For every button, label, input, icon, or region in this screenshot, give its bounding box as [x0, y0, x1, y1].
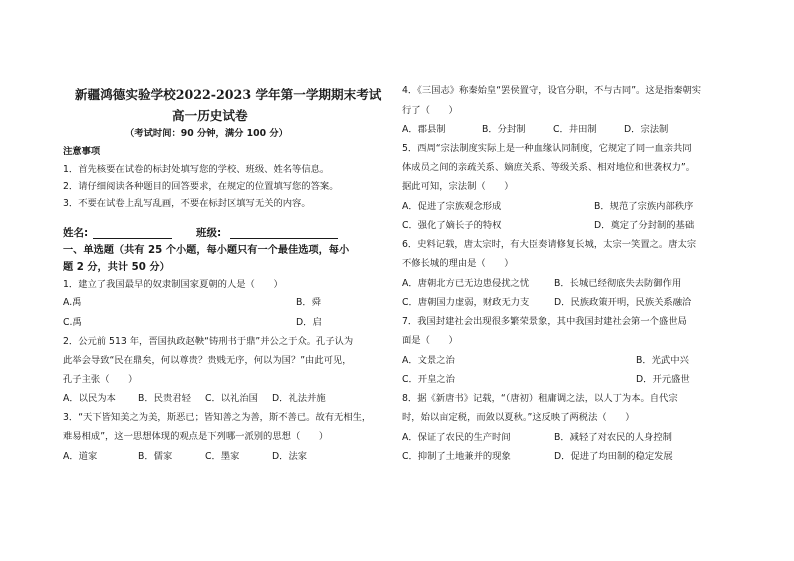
option-d[interactable]: D．民族政策开明，民族关系融洽 [554, 297, 692, 308]
question-4-text: 4．《三国志》称秦始皇“罢侯置守，设官分职，不与古同”。这是指秦朝实 [402, 85, 702, 96]
note-item: 3．不要在试卷上乱写乱画，不要在标封区填写无关的内容。 [63, 198, 311, 209]
option-d[interactable]: D．宗法制 [624, 124, 669, 135]
option-b[interactable]: B．儒家 [138, 451, 173, 462]
option-c[interactable]: C．唐朝国力虚弱，财政无力支 [402, 297, 530, 308]
question-3-text: 难易相成”，这一思想体现的观点是下列哪一派别的思想（ ） [63, 431, 329, 442]
option-d[interactable]: D．奠定了分封制的基础 [594, 220, 695, 231]
note-item: 1．首先核要在试卷的标封处填写您的学校、班级、姓名等信息。 [63, 164, 330, 175]
class-label: 班级: [196, 227, 222, 239]
name-blank[interactable] [93, 227, 172, 239]
option-b[interactable]: B．减轻了对农民的人身控制 [554, 432, 672, 443]
school-title: 新疆鸿德实验学校2022-2023 学年第一学期期末考试 [75, 87, 382, 102]
option-b[interactable]: B．光武中兴 [636, 355, 689, 366]
option-a[interactable]: A．唐朝北方已无边患侵扰之忧 [402, 278, 530, 289]
option-c[interactable]: C．井田制 [553, 124, 597, 135]
section-heading: 题 2 分，共计 50 分） [63, 262, 170, 273]
paper-title: 高一历史试卷 [172, 108, 248, 123]
note-item: 2．请仔细阅读各种题目的回答要求，在规定的位置填写您的答案。 [63, 181, 339, 192]
option-b[interactable]: B．规范了宗族内部秩序 [594, 201, 694, 212]
question-3-text: 3．“天下皆知美之为美，斯恶已；皆知善之为善，斯不善已。故有无相生， [63, 412, 372, 423]
option-c[interactable]: C.禹 [63, 317, 82, 328]
question-7-text: 面是（ ） [402, 335, 458, 346]
question-8-text: 8．据《新唐书》记载，“（唐初）租庸调之法，以人丁为本。自代宗 [402, 393, 678, 404]
option-a[interactable]: A．保证了农民的生产时间 [402, 432, 511, 443]
option-a[interactable]: A．郡县制 [402, 124, 446, 135]
question-2-text: 此举会导致“民在鼎矣，何以尊贵？贵贱无序，何以为国？”由此可见， [63, 355, 352, 366]
option-c[interactable]: C．墨家 [205, 451, 240, 462]
question-6-text: 不修长城的理由是（ ） [402, 258, 514, 269]
option-a[interactable]: A．促进了宗族观念形成 [402, 201, 502, 212]
option-d[interactable]: D．促进了均田制的稳定发展 [554, 451, 673, 462]
question-5-text: 据此可知，宗法制（ ） [402, 181, 514, 192]
option-d[interactable]: D．开元盛世 [636, 374, 690, 385]
option-c[interactable]: C．以礼治国 [205, 393, 258, 404]
question-4-text: 行了（ ） [402, 105, 458, 116]
question-8-text: 时，始以亩定税，而敛以夏秋。”这反映了两税法（ ） [402, 412, 635, 423]
option-a[interactable]: A．文景之治 [402, 355, 455, 366]
option-a[interactable]: A.禹 [63, 297, 82, 308]
option-a[interactable]: A．以民为本 [63, 393, 116, 404]
option-b[interactable]: B．民贵君轻 [138, 393, 191, 404]
question-5-text: 5．西周“宗法制度实际上是一种血缘认同制度，它规定了同一血亲共同 [402, 143, 692, 154]
option-c[interactable]: C．开皇之治 [402, 374, 455, 385]
option-d[interactable]: D．礼法并施 [272, 393, 326, 404]
class-blank[interactable] [230, 227, 338, 239]
option-b[interactable]: B．分封制 [482, 124, 526, 135]
name-label: 姓名: [63, 227, 89, 239]
question-5-text: 体成员之间的亲疏关系、嫡庶关系、等级关系、相对地位和世袭权力”。 [402, 162, 696, 173]
section-heading: 一、单选题（共有 25 个小题，每小题只有一个最佳选项，每小 [63, 245, 350, 256]
question-1-text: 1．建立了我国最早的奴隶制国家夏朝的人是（ ） [63, 279, 283, 290]
option-d[interactable]: D．启 [296, 317, 322, 328]
question-2-text: 2．公元前 513 年，晋国执政赵鞅“铸刑书于鼎”并公之于众。孔子认为 [63, 336, 354, 347]
option-a[interactable]: A．道家 [63, 451, 98, 462]
question-7-text: 7．我国封建社会出现很多繁荣景象，其中我国封建社会第一个盛世局 [402, 316, 687, 327]
option-c[interactable]: C．抑制了土地兼并的现象 [402, 451, 511, 462]
option-d[interactable]: D．法家 [272, 451, 308, 462]
option-c[interactable]: C．强化了嫡长子的特权 [402, 220, 502, 231]
question-2-text: 孔子主张（ ） [63, 374, 138, 385]
option-b[interactable]: B．舜 [296, 297, 321, 308]
question-6-text: 6．史料记载，唐太宗时，有大臣奏请修复长城，太宗一笑置之。唐太宗 [402, 239, 697, 250]
exam-info: （考试时间：90 分钟，满分 100 分） [125, 128, 288, 139]
option-b[interactable]: B．长城已经彻底失去防御作用 [554, 278, 682, 289]
notes-heading: 注意事项 [63, 146, 101, 157]
